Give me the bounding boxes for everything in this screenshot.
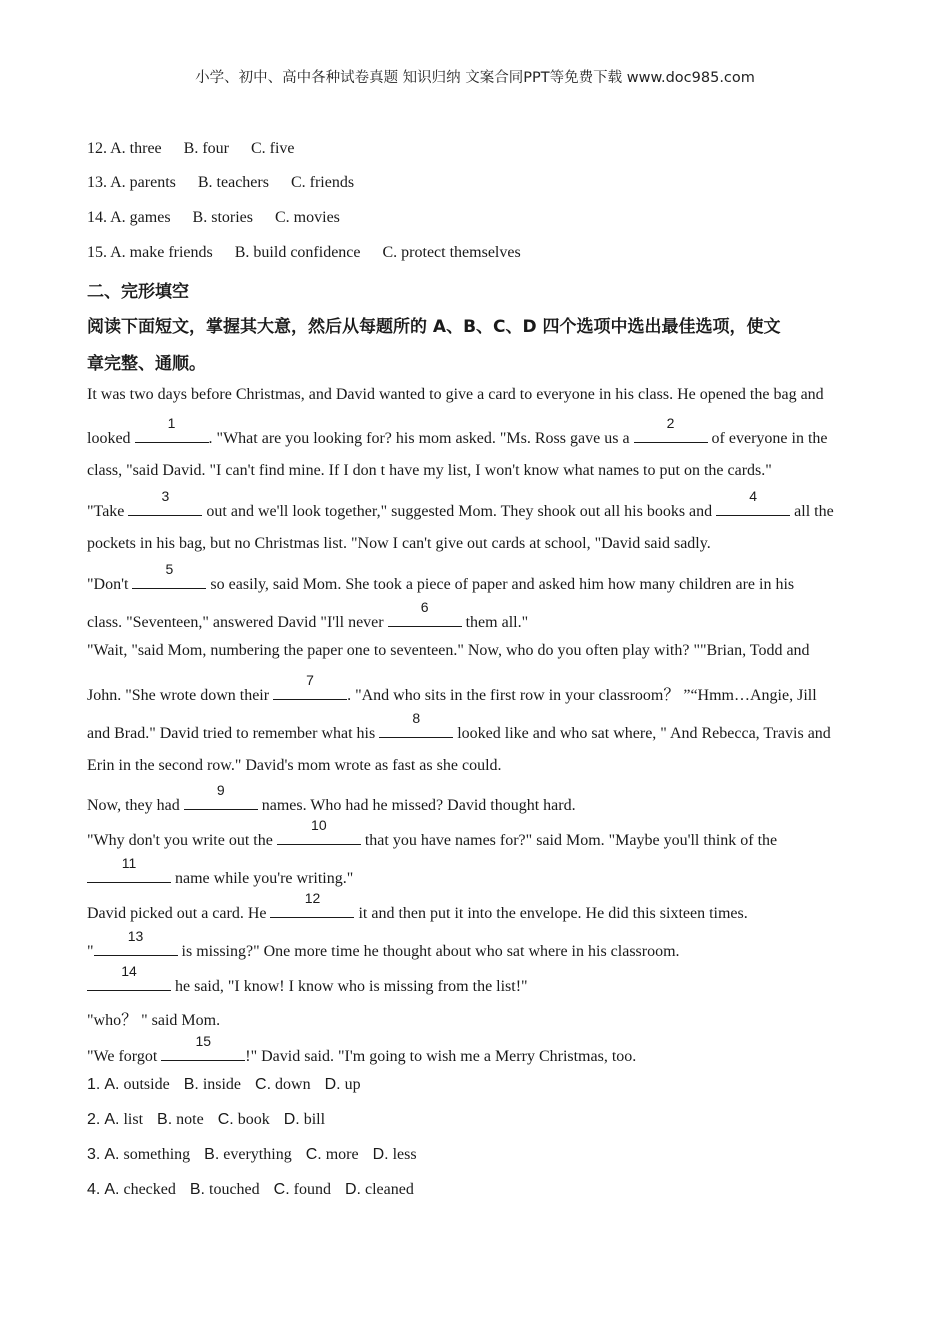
- text: David picked out a card. He: [87, 905, 271, 922]
- text: "Why don't you write out the: [87, 832, 277, 849]
- blank-13: [94, 928, 178, 956]
- option-c: C. five: [250, 140, 295, 157]
- option-text: up: [344, 1076, 361, 1093]
- passage-line: [87, 599, 529, 632]
- passage-line: [87, 817, 778, 850]
- blank-number: 12: [304, 890, 321, 906]
- text: all the: [790, 503, 834, 520]
- question-number: 1.: [87, 1076, 101, 1093]
- blank-number: 1: [167, 415, 176, 431]
- option-letter: B.: [183, 1076, 199, 1093]
- option-text: more: [325, 1146, 359, 1163]
- option-letter: C.: [217, 1111, 234, 1128]
- passage-line: pockets in his bag, but no Christmas list. "Now I can't give out cards at school, "David said sadly.: [87, 535, 711, 552]
- blank-number: 11: [121, 855, 137, 871]
- option-letter: B.: [157, 1111, 173, 1128]
- option-letter: A.: [104, 1181, 120, 1198]
- option-text: bill: [303, 1111, 326, 1128]
- passage-line: [87, 415, 828, 448]
- blank-number: 14: [121, 963, 137, 979]
- passage-line: [87, 1033, 637, 1066]
- option-letter: A.: [104, 1146, 120, 1163]
- option-text: something: [123, 1146, 191, 1163]
- option-text: everything: [223, 1146, 292, 1163]
- option-a: 15. A. make friends: [87, 244, 213, 261]
- blank-number: 13: [127, 928, 144, 944]
- text: out and we'll look together," suggested Mom. They shook out all his books and: [202, 503, 717, 520]
- option-letter: C.: [255, 1076, 272, 1093]
- option-letter: A.: [104, 1076, 120, 1093]
- option-letter: D.: [324, 1076, 341, 1093]
- blank-4: [716, 488, 790, 516]
- blank-3: [128, 488, 202, 516]
- text: "Don't: [87, 576, 133, 593]
- passage-line: [87, 782, 576, 815]
- text: John. "She wrote down their: [87, 687, 274, 704]
- question-number: 2.: [87, 1111, 101, 1128]
- option-b: B. stories: [192, 209, 253, 226]
- blank-number: 9: [216, 782, 225, 798]
- passage-line: It was two days before Christmas, and David wanted to give a card to everyone in his class. He opened the bag and: [87, 386, 824, 403]
- option-c: C. friends: [290, 174, 355, 191]
- blank-number: 2: [666, 415, 675, 431]
- option-a: 12. A. three: [87, 140, 162, 157]
- blank-7: [273, 672, 347, 700]
- option-letter: C.: [273, 1181, 290, 1198]
- option-text: found: [293, 1181, 331, 1198]
- text: !" David said. "I'm going to wish me a Merry Christmas, too.: [245, 1048, 637, 1065]
- page-header: 小学、初中、高中各种试卷真题 知识归纳 文案合同PPT等免费下载 www.doc985.com: [195, 70, 755, 86]
- option-c: C. protect themselves: [382, 244, 521, 261]
- question-13: [87, 174, 376, 192]
- passage-line: [87, 855, 354, 888]
- blank-12: [270, 890, 354, 918]
- text: class. "Seventeen," answered David "I'll never: [87, 614, 388, 631]
- passage-line: [87, 963, 528, 996]
- text: "We forgot: [87, 1048, 162, 1065]
- text: so easily, said Mom. She took a piece of paper and asked him how many children are in his: [206, 576, 795, 593]
- text: that you have names for?" said Mom. "Maybe you'll think of the: [360, 832, 778, 849]
- passage-line: [87, 561, 795, 594]
- blank-14: [87, 963, 171, 991]
- text: is missing?" One more time he thought about who sat where in his classroom.: [177, 943, 680, 960]
- options-2: [87, 1111, 339, 1129]
- text: of everyone in the: [707, 430, 828, 447]
- option-a: 14. A. games: [87, 209, 171, 226]
- options-4: [87, 1181, 428, 1199]
- option-text: checked: [123, 1181, 176, 1198]
- blank-number: 8: [412, 710, 421, 726]
- option-letter: B.: [189, 1181, 205, 1198]
- blank-9: [184, 782, 258, 810]
- passage-line: [87, 710, 831, 743]
- text: names. Who had he missed? David thought hard.: [257, 797, 576, 814]
- text: looked like and who sat where, " And Rebecca, Travis and: [453, 725, 831, 742]
- blank-5: [132, 561, 206, 589]
- question-12: [87, 140, 317, 158]
- text: . "What are you looking for? his mom asked. "Ms. Ross gave us a: [208, 430, 634, 447]
- passage-line: class, "said David. "I can't find mine. If I don t have my list, I won't know what names to put on the cards.": [87, 462, 772, 479]
- blank-2: [634, 415, 708, 443]
- option-text: inside: [202, 1076, 242, 1093]
- passage-line: "who？ " said Mom.: [87, 1012, 221, 1029]
- option-c: C. movies: [275, 209, 340, 226]
- section-title: 二、完形填空: [87, 282, 189, 302]
- option-text: less: [392, 1146, 417, 1163]
- text: . "And who sits in the first row in your classroom？ ”“Hmm…Angie, Jill: [347, 687, 817, 704]
- option-letter: D.: [344, 1181, 361, 1198]
- blank-15: [161, 1033, 245, 1061]
- option-b: B. teachers: [197, 174, 269, 191]
- question-number: 4.: [87, 1181, 101, 1198]
- question-15: [87, 244, 543, 262]
- option-a: 13. A. parents: [87, 174, 176, 191]
- option-b: B. four: [183, 140, 229, 157]
- blank-10: [277, 817, 361, 845]
- option-text: note: [176, 1111, 204, 1128]
- blank-6: [388, 599, 462, 627]
- option-text: book: [237, 1111, 270, 1128]
- option-letter: C.: [305, 1146, 322, 1163]
- option-b: B. build confidence: [234, 244, 361, 261]
- blank-1: [135, 415, 209, 443]
- text: them all.": [461, 614, 529, 631]
- blank-number: 10: [311, 817, 327, 833]
- options-1: [87, 1076, 375, 1094]
- text: Now, they had: [87, 797, 184, 814]
- text: looked: [87, 430, 135, 447]
- passage-line: Erin in the second row." David's mom wrote as fast as she could.: [87, 757, 502, 774]
- blank-number: 7: [306, 672, 314, 688]
- question-14: [87, 209, 362, 227]
- text: name while you're writing.": [171, 870, 354, 887]
- text: "Take: [87, 503, 129, 520]
- option-letter: B.: [204, 1146, 220, 1163]
- text: he said, "I know! I know who is missing from the list!": [171, 978, 528, 995]
- passage-line: [87, 928, 680, 961]
- passage-line: "Wait, "said Mom, numbering the paper one to seventeen." Now, who do you often play with? ""Brian, Todd and: [87, 642, 810, 659]
- question-number: 3.: [87, 1146, 101, 1163]
- blank-number: 4: [749, 488, 758, 504]
- passage-line: [87, 672, 817, 705]
- blank-8: [379, 710, 453, 738]
- option-text: down: [275, 1076, 311, 1093]
- instructions-line-2: 章完整、通顺。: [87, 354, 206, 374]
- options-3: [87, 1146, 431, 1164]
- blank-number: 15: [195, 1033, 212, 1049]
- option-letter: A.: [104, 1111, 120, 1128]
- option-text: touched: [209, 1181, 260, 1198]
- option-text: outside: [123, 1076, 170, 1093]
- passage-line: [87, 488, 834, 521]
- option-text: cleaned: [364, 1181, 414, 1198]
- option-text: list: [123, 1111, 144, 1128]
- blank-number: 6: [420, 599, 429, 615]
- text: it and then put it into the envelope. He did this sixteen times.: [354, 905, 748, 922]
- blank-number: 5: [165, 561, 174, 577]
- text: and Brad." David tried to remember what his: [87, 725, 380, 742]
- option-letter: D.: [283, 1111, 300, 1128]
- passage-line: [87, 890, 748, 923]
- blank-11: [87, 855, 171, 883]
- instructions-line-1: 阅读下面短文，掌握其大意，然后从每题所的 A、B、C、D 四个选项中选出最佳选项，使文: [87, 317, 781, 337]
- blank-number: 3: [161, 488, 170, 504]
- text: ": [87, 943, 94, 960]
- option-letter: D.: [372, 1146, 389, 1163]
